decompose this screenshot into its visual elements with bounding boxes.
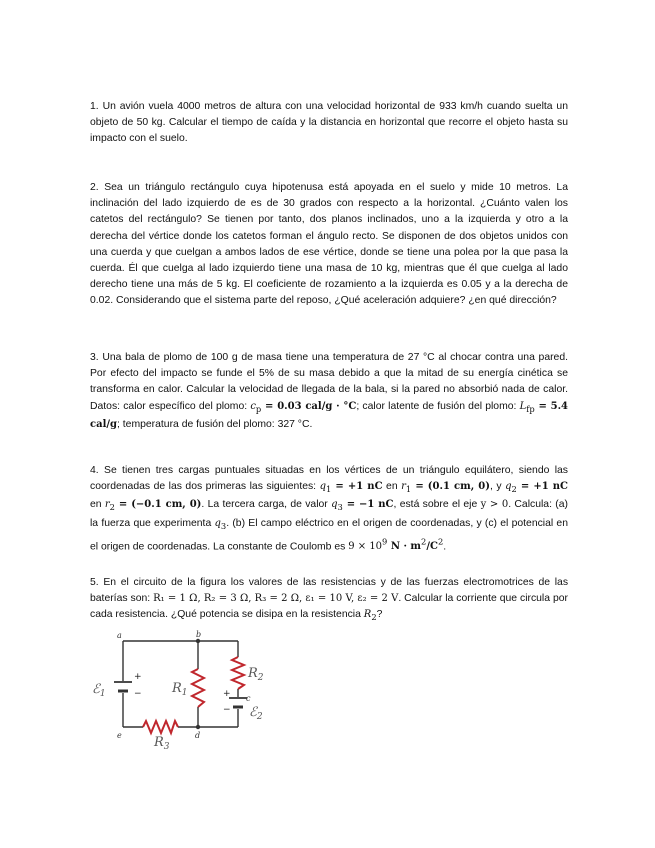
problem-body: . (b) El campo eléctrico en el origen de coordenadas, y (c) el potencial en el origen de coordenadas. La constante de Coulomb es bbox=[90, 517, 568, 553]
subscript: 1 bbox=[405, 484, 412, 495]
circuit-svg bbox=[88, 629, 264, 752]
resistor-r1 bbox=[192, 669, 204, 707]
symbol: L bbox=[519, 400, 527, 412]
subscript: 3 bbox=[220, 520, 227, 531]
node-e-label: e bbox=[117, 731, 122, 740]
exponent: 9 bbox=[382, 536, 388, 547]
subscript: p bbox=[255, 403, 262, 414]
problem-body: en bbox=[90, 499, 105, 511]
problem-body: . Calcular la corriente que circula por cada resistencia. ¿Qué potencia se disipa en la resistencia bbox=[90, 593, 568, 621]
symbol: R bbox=[363, 609, 372, 621]
value: 9 × 10 bbox=[348, 541, 383, 553]
e2-plus-sign: + bbox=[223, 689, 231, 699]
resistor-r3 bbox=[143, 721, 178, 733]
node-c-label: c bbox=[246, 694, 251, 703]
coulomb-constant bbox=[348, 536, 444, 553]
symbol: R bbox=[248, 666, 258, 681]
value: = 5.4 cal/g bbox=[90, 400, 569, 430]
value: = (0.1 cm, 0) bbox=[411, 481, 490, 493]
specific-heat-formula bbox=[250, 401, 356, 412]
problem-number: 1. bbox=[90, 101, 99, 112]
exponent: 2 bbox=[437, 536, 444, 547]
symbol: R bbox=[154, 735, 164, 750]
subscript: 2 bbox=[257, 673, 264, 683]
e1-label bbox=[92, 682, 106, 699]
e2-label bbox=[249, 705, 263, 722]
problem-3-text bbox=[90, 350, 568, 433]
vector-symbol: r bbox=[104, 499, 110, 511]
problem-number: 2. bbox=[90, 182, 99, 193]
units: /C bbox=[426, 541, 438, 553]
resistor-r2-ref bbox=[363, 609, 377, 623]
subscript: 2 bbox=[109, 502, 115, 513]
problem-number: 4. bbox=[90, 465, 99, 476]
problem-4 bbox=[90, 463, 568, 555]
subscript: 2 bbox=[371, 612, 377, 623]
subscript: 1 bbox=[325, 484, 332, 495]
symbol: c bbox=[250, 400, 256, 412]
charge-q3-ref bbox=[214, 518, 226, 529]
subscript: 1 bbox=[99, 689, 106, 699]
problem-body: Una bala de plomo de 100 g de masa tiene una temperatura de 27 °C al chocar contra una pared. Por efecto del impacto se funde el 5% de su masa debido a que la mitad de su energía cinética se transforma en calor. Calcular la velocidad de llegada de la bala, si la pared no absorbió nada de calor. Datos: calor específico del plomo: bbox=[90, 352, 569, 412]
problem-number: 5. bbox=[90, 577, 99, 588]
position-r1 bbox=[401, 481, 490, 495]
e2-minus-sign: − bbox=[223, 705, 231, 715]
subscript: 2 bbox=[256, 712, 263, 722]
problem-body: en bbox=[382, 481, 402, 493]
symbol: q bbox=[331, 499, 338, 511]
r3-label bbox=[153, 735, 170, 752]
problem-body: Sea un triángulo rectángulo cuya hipotenusa está apoyada en el suelo y mide 10 metros. La inclinación del lado izquierdo de es de 30 grados con respecto a la horizontal. ¿Cuánto valen los catetos del rectángulo? Se tienen por tanto, dos planos inclinados, uno a la izquierda y otro a la derecha del vértice donde los catetos forman el ángulo recto. Se disponen de dos objetos unidos con una cuerda y que cuelgan a ambos lados de ese vértice, donde se tiene una polea por la que pasa la cuerda. Él que cuelga al lado izquierdo tiene una masa de 10 kg, mientras que él que cuelga al lado derecho tiene una más de 5 kg. El coeficiente de rozamiento a la izquierda es 0.05 y a la derecha de 0.02. Considerando que el sistema parte del reposo, ¿Qué aceleración adquiere? ¿en qué dirección? bbox=[90, 182, 568, 307]
problem-body: ; temperatura de fusión del plomo: 327 °C. bbox=[117, 418, 313, 430]
value: = (−0.1 cm, 0) bbox=[114, 499, 202, 511]
problem-5 bbox=[90, 575, 568, 626]
problem-1-text bbox=[90, 99, 568, 148]
node-b-dot bbox=[196, 639, 200, 643]
value: = +1 nC bbox=[331, 481, 383, 493]
position-r2 bbox=[104, 499, 202, 513]
symbol: q bbox=[505, 481, 512, 493]
problem-body: , y bbox=[489, 481, 506, 493]
problem-body: Se tienen tres cargas puntuales situadas en los vértices de un triángulo equilátero, siendo las coordenadas de las dos primeras las siguientes: bbox=[90, 465, 569, 493]
problem-body: ? bbox=[376, 609, 383, 621]
problem-body: . Calcula: (a) la fuerza que experimenta bbox=[90, 499, 568, 529]
value: = 0.03 cal/g · °C bbox=[261, 400, 357, 412]
subscript: 3 bbox=[337, 502, 343, 513]
subscript: fp bbox=[526, 403, 535, 414]
symbol: R bbox=[172, 681, 182, 696]
problem-number: 3. bbox=[90, 352, 99, 363]
e1-plus-sign: + bbox=[134, 672, 142, 682]
charge-q1 bbox=[319, 481, 383, 495]
problem-2-text bbox=[90, 180, 568, 310]
resistor-r2 bbox=[232, 657, 244, 689]
vector-symbol: r bbox=[401, 481, 406, 493]
node-d-dot bbox=[196, 725, 200, 729]
value: = −1 nC bbox=[342, 499, 394, 511]
problem-body: Un avión vuela 4000 metros de altura con una velocidad horizontal de 933 km/h cuando suelta un objeto de 50 kg. Calcular el tiempo de caída y la distancia en horizontal que recorre el objeto hasta su impacto con el suelo. bbox=[90, 101, 568, 145]
problem-3 bbox=[90, 350, 568, 433]
node-b-label: b bbox=[196, 630, 202, 639]
problem-2 bbox=[90, 180, 568, 310]
problem-4-text bbox=[90, 463, 568, 555]
problem-1 bbox=[90, 99, 568, 148]
node-a-label: a bbox=[117, 631, 122, 640]
symbol: q bbox=[319, 481, 326, 493]
symbol: ℰ bbox=[249, 705, 257, 720]
problem-5-text bbox=[90, 575, 568, 626]
units: N · m bbox=[387, 541, 422, 553]
problem-body: ; calor latente de fusión del plomo: bbox=[356, 400, 520, 412]
e1-minus-sign: − bbox=[134, 689, 142, 699]
circuit-diagram bbox=[88, 629, 264, 752]
y-condition: y > 0 bbox=[480, 499, 509, 511]
symbol: ℰ bbox=[92, 682, 100, 697]
value: = +1 nC bbox=[516, 481, 569, 493]
exponent: 2 bbox=[421, 536, 427, 547]
r2-label bbox=[247, 666, 264, 683]
problem-body: . bbox=[443, 541, 447, 553]
symbol: q bbox=[214, 517, 221, 529]
subscript: 3 bbox=[163, 742, 170, 752]
subscript: 2 bbox=[511, 484, 517, 495]
charge-q2 bbox=[505, 481, 569, 495]
problem-body: , está sobre el eje bbox=[393, 499, 481, 511]
charge-q3 bbox=[331, 499, 394, 513]
node-d-label: d bbox=[195, 731, 201, 740]
subscript: 1 bbox=[181, 688, 188, 698]
r1-label bbox=[171, 681, 188, 698]
problem-body: . La tercera carga, de valor bbox=[201, 499, 332, 511]
problem-body: En el circuito de la figura los valores de las resistencias y de las fuerzas electromotrices de las baterías son: bbox=[90, 577, 569, 605]
circuit-values: R₁ = 1 Ω, R₂ = 3 Ω, R₃ = 2 Ω, ε₁ = 10 V, ε₂ = 2 V bbox=[153, 593, 399, 605]
